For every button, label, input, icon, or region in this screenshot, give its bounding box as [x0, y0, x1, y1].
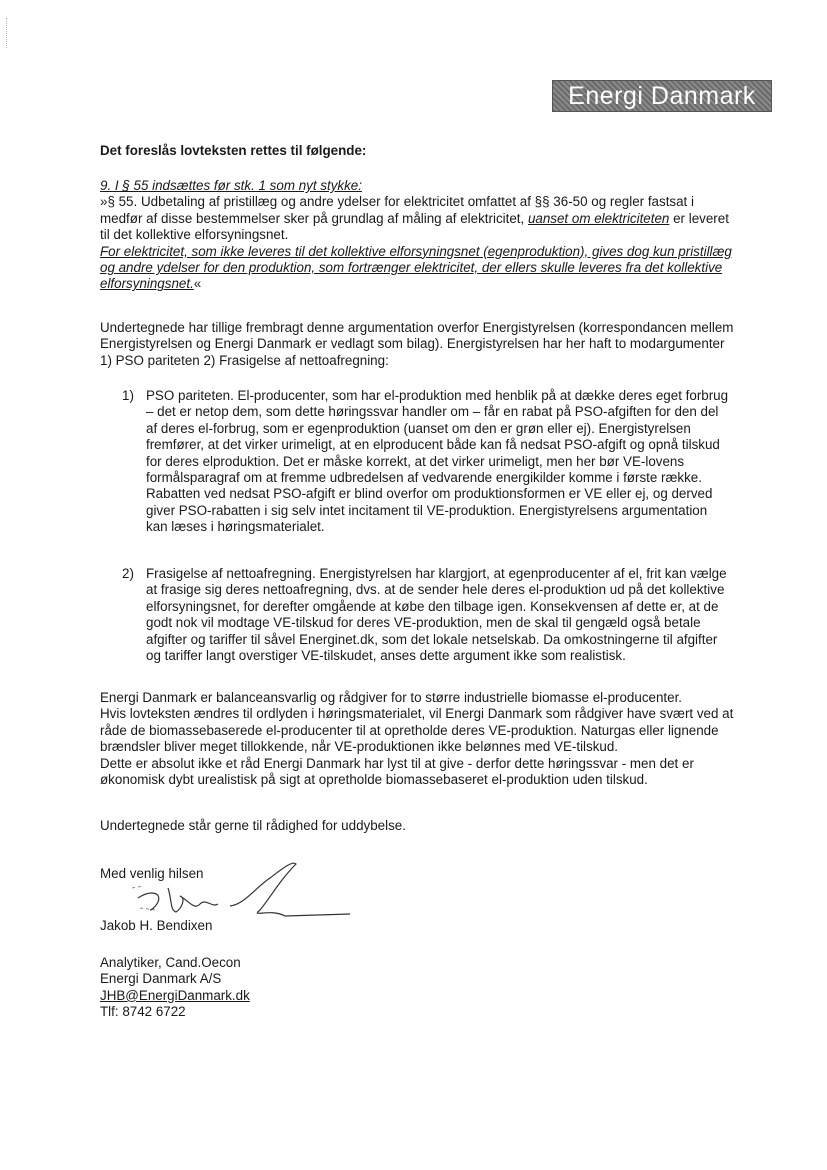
greeting: Med venlig hilsen: [100, 866, 204, 881]
scan-margin-mark: [6, 18, 9, 48]
argument-text: Frasigelse af nettoafregning. Energistyrelsen har klargjort, at egenproducenter af el, frit kan vælge at frasige sig deres nettoafregning, dvs. at de sender hele deres el-produktion ud på det kollektive elforsyningsnet, for derefter omgående at købe den tilbage igen. Konsekvensen af dette er, at de godt nok vil modtage VE-tilskud for deres VE-produktion, men de skal til gengæld også betale afgifter og tariffer til såvel Energinet.dk, som det lokale netselskab. Da omkostningerne til afgifter og tariffer langt overstiger VE-tilskudet, anses dette argument ikke som realistisk.: [146, 566, 727, 664]
argument-text: PSO pariteten. El-producenter, som har el-produktion med henblik på at dække deres eget forbrug – det er netop dem, som dette høringssvar handler om – får en rabat på PSO-afgiften for den del af deres el-forbrug, som er egenproduktion (uanset om den er grøn eller ej). Energistyrelsen fremfører, at det virker urimeligt, at en elproducent både kan få nedsat PSO-afgift og opnå tilskud for deres elproduktion. Det er måske korrekt, at det virker urimeligt, men her bør VE-lovens formålsparagraf om at fremme udbredelsen af vedvarende energikilder komme i første række. Rabatten ved nedsat PSO-afgift er blind overfor om produktionsformen er VE eller ej, og derved giver PSO-rabatten i sig selv intet incitament til VE-produktion. Energistyrelsens argumentation kan læses i høringsmaterialet.: [146, 388, 729, 535]
proposal-paragraph-a: [100, 194, 735, 243]
closing-line: Energi Danmark er balanceansvarlig og rådgiver for to større industrielle biomasse el-producenter.: [100, 690, 683, 705]
closing-block: [100, 690, 735, 788]
closing-line: Hvis lovteksten ændres til ordlyden i høringsmaterialet, vil Energi Danmark som rådgiver have svært ved at råde de biomassebaserede el-producenter til at opretholde deres VE-produktion. Naturgas eller lignende brændsler bliver meget tillokkende, når VE-produktionen ikke belønnes med VE-tilskud.: [100, 706, 734, 755]
proposal-paragraph-b: [100, 244, 735, 293]
proposal-block: [100, 178, 735, 293]
signer-title: Analytiker, Cand.Oecon: [100, 955, 241, 970]
signer-email-link[interactable]: JHB@EnergiDanmark.dk: [100, 987, 250, 1003]
signer-details: [100, 955, 735, 1021]
closing-line: Dette er absolut ikke et råd Energi Danmark har lyst til at give - derfor dette høringssvar - men det er økonomisk dybt urealistisk på sigt at opretholde biomassebaseret el-produktion uden tilskud.: [100, 755, 694, 788]
letter-heading: Det foreslås lovteksten rettes til følgende:: [100, 143, 367, 158]
availability-line: Undertegnede står gerne til rådighed for uddybelse.: [100, 818, 406, 833]
proposal-intro: 9. I § 55 indsættes før stk. 1 som nyt stykke:: [100, 178, 362, 193]
signer-company: Energi Danmark A/S: [100, 971, 222, 987]
proposal-b-text: For elektricitet, som ikke leveres til det kollektive elforsyningsnet (egenproduktion), gives dog kun pristillæg og andre ydelser for den produktion, som fortrænger elektricitet, der ellers skulle leveres fra det kollektive elforsyningsnet.: [100, 243, 732, 292]
signer-phone: Tlf: 8742 6722: [100, 1004, 186, 1020]
proposal-a-text: »§ 55. Udbetaling af pristillæg og andre ydelser for elektricitet omfattet af §§ 36-50 og regler fastsat i medfør af disse bestemmelser sker på grundlag af måling af elektricitet,: [100, 194, 694, 226]
signer-name: Jakob H. Bendixen: [100, 918, 213, 933]
proposal-a-underlined: uanset om elektriciteten: [527, 210, 670, 226]
proposal-b-close: «: [193, 276, 202, 292]
energi-danmark-logo: Energi Danmark: [552, 80, 772, 112]
argument-number: 2): [122, 566, 134, 581]
proposal-a-end: er leveret til det kollektive elforsyningsnet.: [100, 210, 729, 243]
intro-paragraph: Undertegnede har tillige frembragt denne argumentation overfor Energistyrelsen (korrespondancen mellem Energistyrelsen og Energi Danmark er vedlagt som bilag). Energistyrelsen har her haft to modargumenter 1) PSO pariteten 2) Frasigelse af nettoafregning:: [100, 320, 734, 368]
argument-number: 1): [122, 388, 134, 403]
